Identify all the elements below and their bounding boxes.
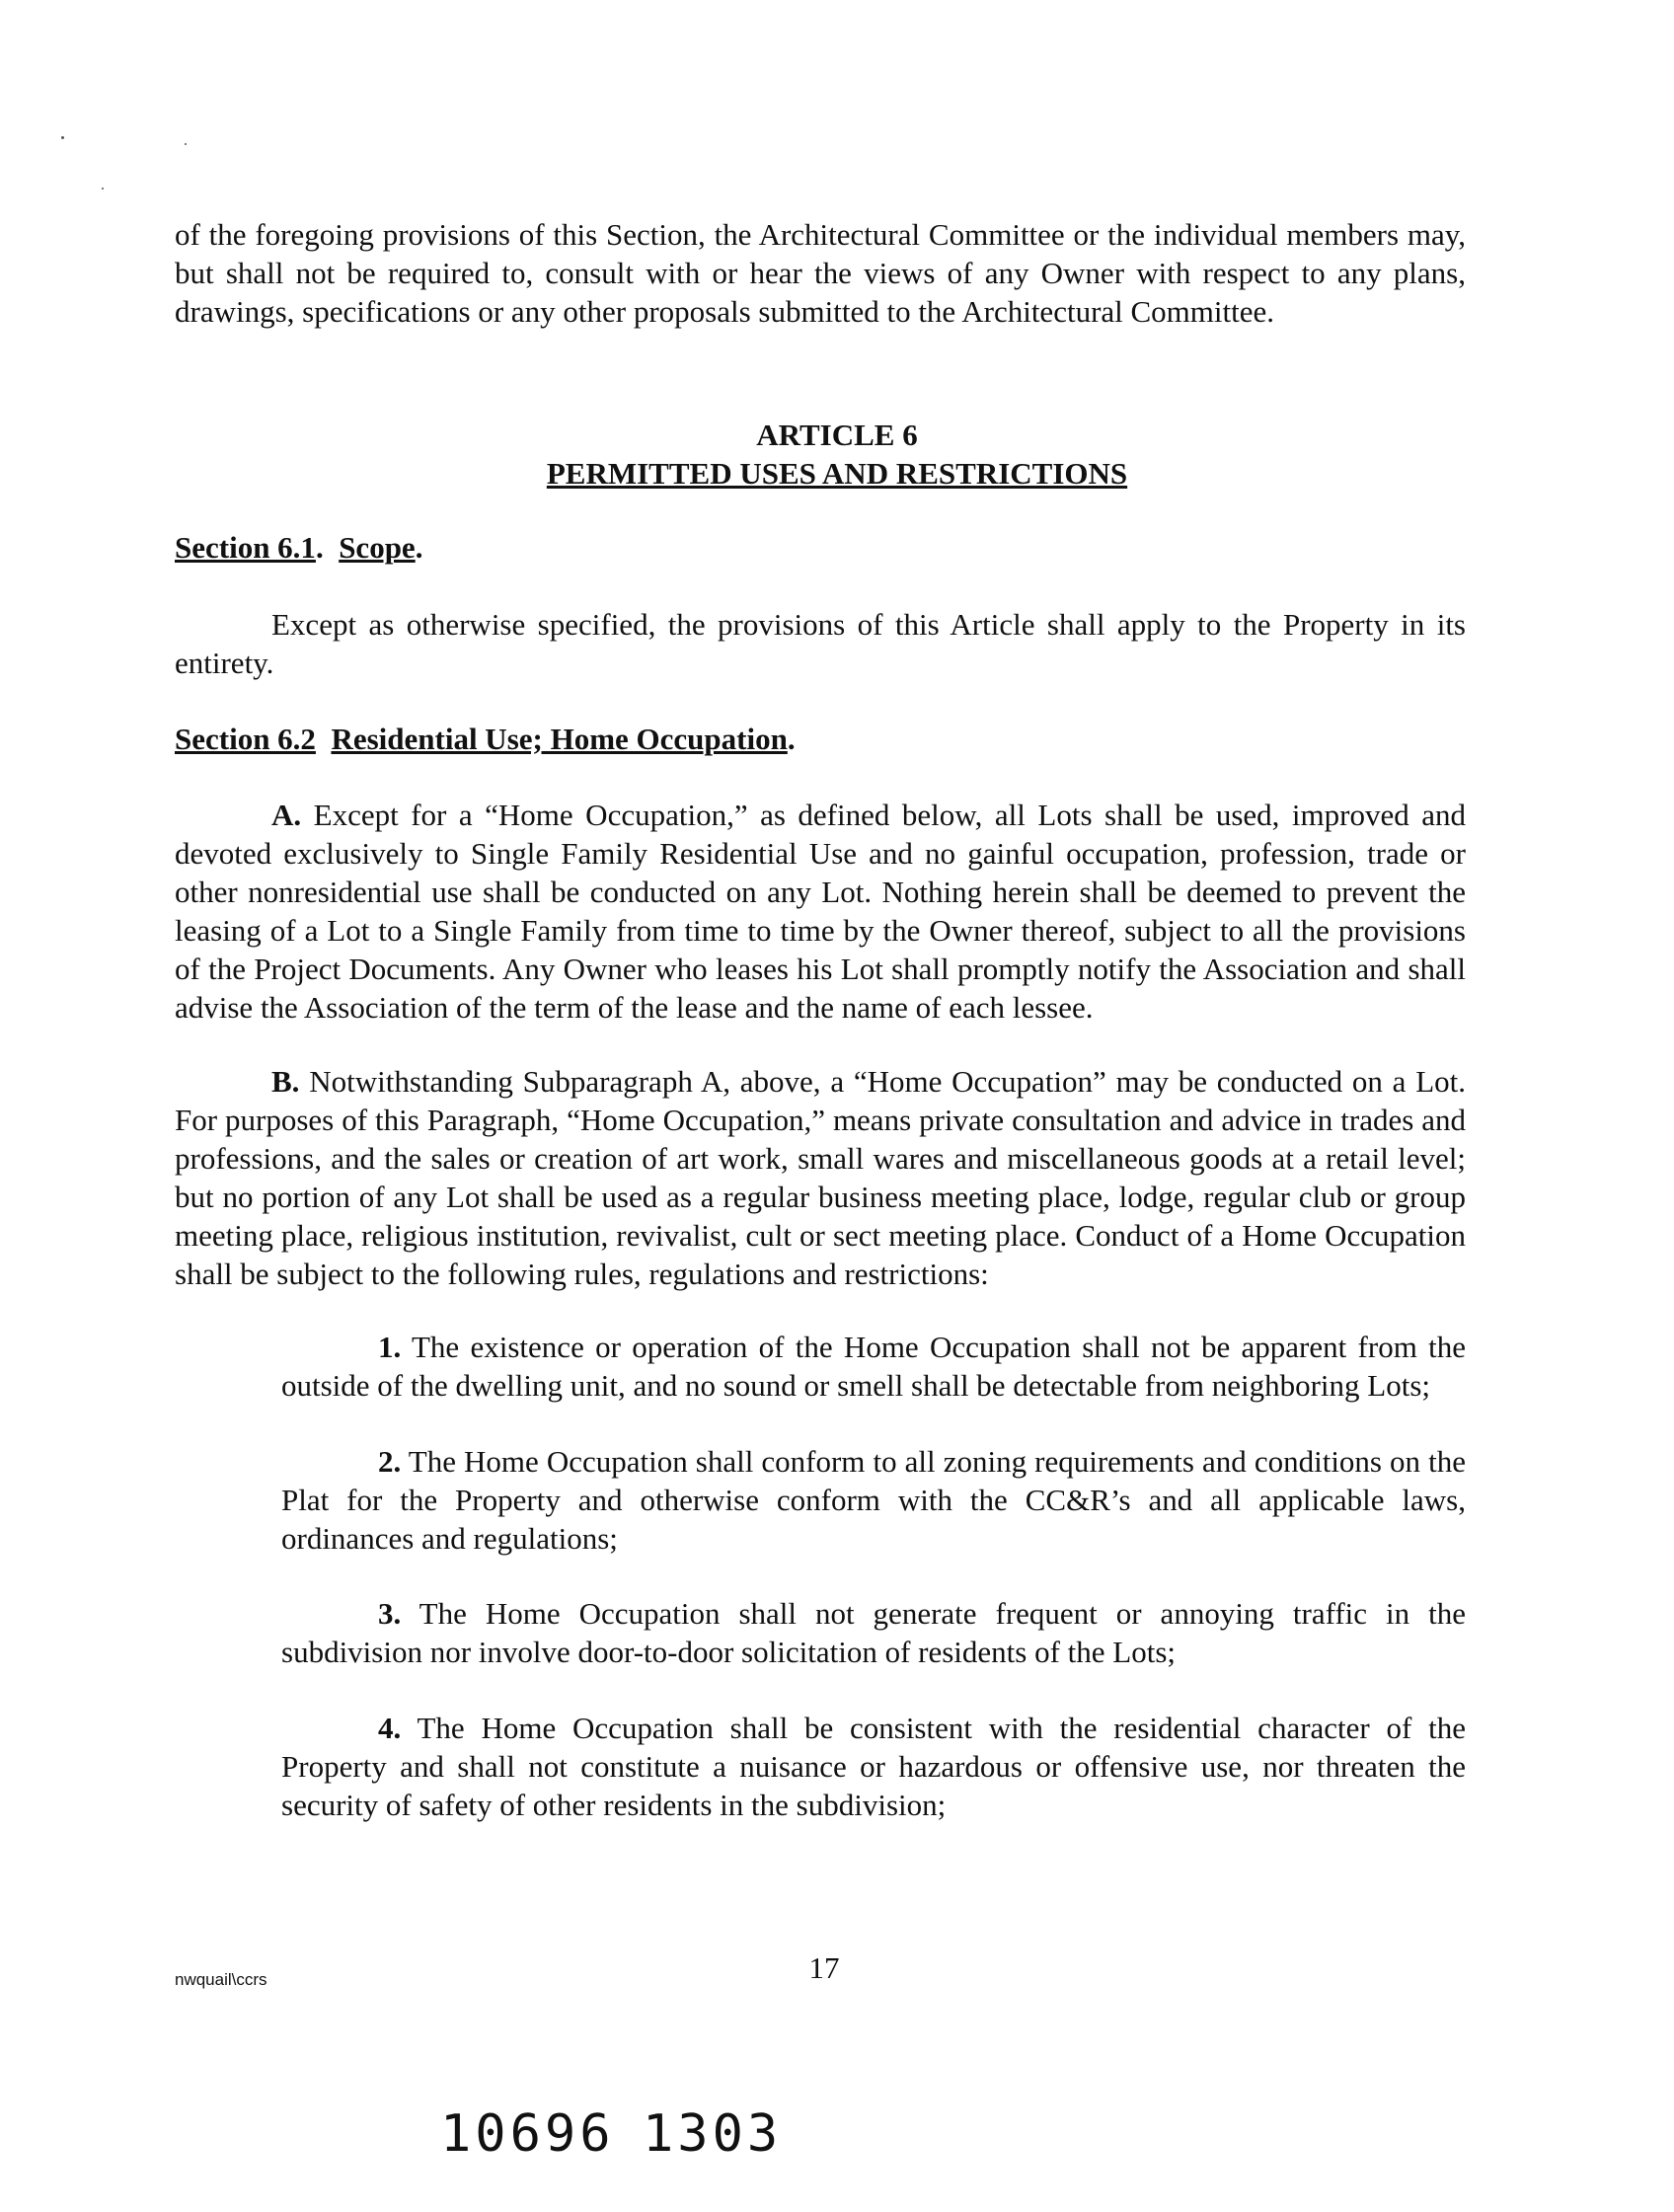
recording-stamp-page: 1303 (643, 2104, 783, 2164)
section-6-2-number: Section 6.2 (175, 722, 316, 756)
list-item (175, 1709, 1466, 1824)
item-3-lead: 3. (378, 1596, 402, 1631)
item-1-text: The existence or operation of the Home Occupation shall not be apparent from the outside of the dwelling unit, and no sound or smell shall be detectable from neighboring Lots; (281, 1330, 1466, 1403)
item-2-lead: 2. (378, 1444, 402, 1479)
scan-speck (102, 188, 104, 190)
item-2-text: The Home Occupation shall conform to all zoning requirements and conditions on the Plat for the Property and otherwise conform with the CC&R’s and all applicable laws, ordinances and regulations; (281, 1444, 1466, 1556)
intro-paragraph: of the foregoing provisions of this Section, the Architectural Committee or the individual members may, but shall not be required to, consult with or hear the views of any Owner with respect to any plans, drawings, specifications or any other proposals submitted to the Architectural Committee. (175, 217, 1466, 329)
section-6-1-heading: Section 6.1. Scope. (175, 530, 423, 565)
section-6-2-heading: Section 6.2 Residential Use; Home Occupation. (175, 722, 796, 756)
scan-speck (185, 143, 187, 145)
section-6-1-title: Scope (339, 530, 416, 565)
para-b-text: Notwithstanding Subparagraph A, above, a “Home Occupation” may be conducted on a Lot. For purposes of this Paragraph, “Home Occupation,” means private consultation and advice in trades and professions, and the sales or creation of art work, small wares and miscellaneous goods at a retail level; but no portion of any Lot shall be used as a regular business meeting place, lodge, regular club or group meeting place, religious institution, revivalist, cult or sect meeting place. Conduct of a Home Occupation shall be subject to the following rules, regulations and restrictions: (175, 1064, 1467, 1291)
section-6-2-para-b (175, 1062, 1466, 1293)
item-1-lead: 1. (378, 1330, 402, 1364)
list-item (175, 1328, 1466, 1405)
para-a-lead: A. (271, 798, 302, 832)
section-6-1-number: Section 6.1 (175, 530, 316, 565)
page-number: 17 (808, 1950, 840, 1985)
footer-file-code: nwquail\ccrs (175, 1970, 267, 1989)
section-6-2-para-a (175, 796, 1466, 1027)
item-4-text: The Home Occupation shall be consistent with the residential character of the Property and shall not constitute a nuisance or hazardous or offensive use, nor threaten the security of safety of other residents in the subdivision; (281, 1711, 1466, 1822)
recording-stamp-book: 10696 (440, 2104, 615, 2164)
section-6-2-title: Residential Use; Home Occupation (331, 722, 788, 756)
para-a-text: Except for a “Home Occupation,” as defined below, all Lots shall be used, improved and devoted exclusively to Single Family Residential Use and no gainful occupation, profession, trade or other nonresidential use shall be conducted on any Lot. Nothing herein shall be deemed to prevent the leasing of a Lot to a Single Family from time to time by the Owner thereof, subject to all the provisions of the Project Documents. Any Owner who leases his Lot shall promptly notify the Association and shall advise the Association of the term of the lease and the name of each lessee. (175, 798, 1466, 1025)
item-3-text: The Home Occupation shall not generate frequent or annoying traffic in the subdivision nor involve door-to-door solicitation of residents of the Lots; (281, 1596, 1466, 1669)
article-title: PERMITTED USES AND RESTRICTIONS (546, 456, 1128, 491)
scan-speck (61, 136, 64, 139)
list-item (175, 1442, 1466, 1558)
section-6-1-body: Except as otherwise specified, the provisions of this Article shall apply to the Property in its entirety. (175, 607, 1466, 680)
article-number: ARTICLE 6 (756, 418, 918, 452)
para-b-lead: B. (271, 1064, 300, 1099)
list-item (175, 1594, 1466, 1671)
item-4-lead: 4. (378, 1711, 402, 1745)
